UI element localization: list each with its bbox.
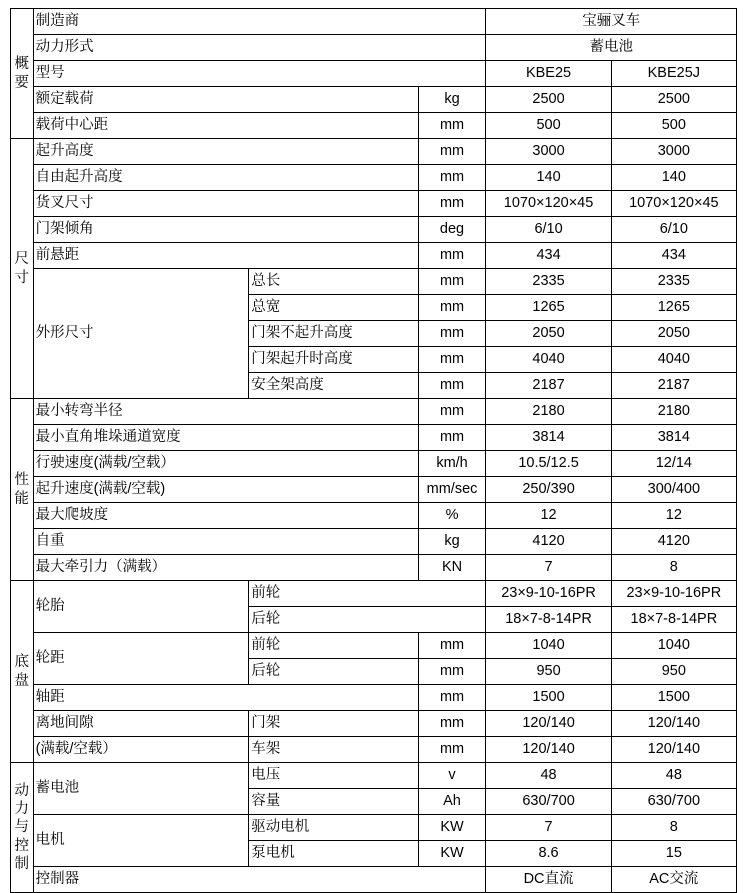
row-value-a: 7 [486, 555, 611, 581]
row-sublabel: 驱动电机 [249, 815, 418, 841]
row-value-a: 48 [486, 763, 611, 789]
row-value-b: 3000 [611, 139, 736, 165]
row-value-b: 1040 [611, 633, 736, 659]
row-value-b: 120/140 [611, 737, 736, 763]
row-label: 最小转弯半径 [33, 399, 418, 425]
table-row [11, 555, 737, 581]
row-value-a: 120/140 [486, 737, 611, 763]
table-row [11, 139, 737, 165]
row-value-b: 12 [611, 503, 736, 529]
table-row [11, 477, 737, 503]
table-row [11, 399, 737, 425]
row-value-a: 4040 [486, 347, 611, 373]
row-value-b: 2180 [611, 399, 736, 425]
row-sublabel: 泵电机 [249, 841, 418, 867]
row-unit: mm [418, 373, 486, 399]
specification-table [10, 8, 737, 893]
row-value-b: 630/700 [611, 789, 736, 815]
row-sublabel: 门架起升时高度 [249, 347, 418, 373]
row-value-a: 950 [486, 659, 611, 685]
row-sublabel: 门架不起升高度 [249, 321, 418, 347]
row-value-a: 3814 [486, 425, 611, 451]
row-sublabel: 后轮 [249, 659, 418, 685]
row-unit: mm [418, 191, 486, 217]
row-label: 前悬距 [33, 243, 418, 269]
row-value-b: 120/140 [611, 711, 736, 737]
row-unit: KN [418, 555, 486, 581]
table-row [11, 61, 737, 87]
row-value-b: 4120 [611, 529, 736, 555]
row-unit: mm [418, 243, 486, 269]
row-unit: mm [418, 711, 486, 737]
row-value-b: 23×9-10-16PR [611, 581, 736, 607]
row-label: 控制器 [33, 867, 486, 893]
table-row [11, 243, 737, 269]
row-label: (满载/空载） [33, 737, 249, 763]
row-value-b: 2500 [611, 87, 736, 113]
row-value-b: 140 [611, 165, 736, 191]
row-value-a: 250/390 [486, 477, 611, 503]
row-value-a: 1265 [486, 295, 611, 321]
group-label-chassis [11, 581, 34, 763]
table-row [11, 217, 737, 243]
row-unit: kg [418, 529, 486, 555]
row-merged-value: 宝骊叉车 [486, 9, 737, 35]
row-unit: % [418, 503, 486, 529]
row-unit: KW [418, 841, 486, 867]
row-value-a: 500 [486, 113, 611, 139]
table-row [11, 165, 737, 191]
table-row [11, 35, 737, 61]
row-value-b: 8 [611, 815, 736, 841]
row-value-a: 18×7-8-14PR [486, 607, 611, 633]
row-value-b: 500 [611, 113, 736, 139]
group-char: 动 [14, 783, 30, 800]
row-unit: mm [418, 321, 486, 347]
group-char: 概 [14, 56, 30, 73]
table-row [11, 87, 737, 113]
row-value-b: 300/400 [611, 477, 736, 503]
row-value-b: 950 [611, 659, 736, 685]
row-value-a: 7 [486, 815, 611, 841]
row-value-b: 1070×120×45 [611, 191, 736, 217]
group-label-power-control [11, 763, 34, 893]
row-value-a: 2180 [486, 399, 611, 425]
row-sublabel: 总宽 [249, 295, 418, 321]
row-unit: KW [418, 815, 486, 841]
row-label-tires: 轮胎 [33, 581, 249, 633]
row-value-a: 10.5/12.5 [486, 451, 611, 477]
row-sublabel: 容量 [249, 789, 418, 815]
group-label-performance [11, 399, 34, 581]
row-value-b: 4040 [611, 347, 736, 373]
group-char: 性 [14, 472, 30, 489]
row-value-a: 2050 [486, 321, 611, 347]
row-unit: mm [418, 425, 486, 451]
row-label: 自由起升高度 [33, 165, 418, 191]
table-row [11, 815, 737, 841]
group-char: 制 [14, 855, 30, 872]
row-unit: mm [418, 165, 486, 191]
row-value-b: 2050 [611, 321, 736, 347]
group-char: 与 [14, 819, 30, 836]
row-unit: mm/sec [418, 477, 486, 503]
table-row [11, 737, 737, 763]
group-label-overview [11, 9, 34, 139]
row-unit: mm [418, 685, 486, 711]
row-unit: mm [418, 633, 486, 659]
row-unit: mm [418, 269, 486, 295]
row-label: 额定载荷 [33, 87, 418, 113]
row-label-motor: 电机 [33, 815, 249, 867]
row-label: 离地间隙 [33, 711, 249, 737]
group-char: 寸 [14, 269, 30, 286]
row-label: 货叉尺寸 [33, 191, 418, 217]
row-sublabel: 安全架高度 [249, 373, 418, 399]
row-unit: mm [418, 737, 486, 763]
row-label-battery: 蓄电池 [33, 763, 249, 815]
row-sublabel: 后轮 [249, 607, 486, 633]
row-value-b: KBE25J [611, 61, 736, 87]
table-row [11, 867, 737, 893]
table-row [11, 9, 737, 35]
row-value-b: 18×7-8-14PR [611, 607, 736, 633]
row-value-b: 2335 [611, 269, 736, 295]
row-value-b: 1500 [611, 685, 736, 711]
row-label: 最大爬坡度 [33, 503, 418, 529]
row-sublabel: 电压 [249, 763, 418, 789]
row-value-b: 6/10 [611, 217, 736, 243]
group-char: 力 [14, 801, 30, 818]
group-char: 底 [14, 654, 30, 671]
row-unit: deg [418, 217, 486, 243]
row-unit: mm [418, 347, 486, 373]
row-label: 自重 [33, 529, 418, 555]
row-value-b: AC交流 [611, 867, 736, 893]
row-unit: mm [418, 399, 486, 425]
group-char: 盘 [14, 672, 30, 689]
row-unit: km/h [418, 451, 486, 477]
row-unit: mm [418, 295, 486, 321]
row-label: 行驶速度(满载/空载） [33, 451, 418, 477]
row-value-a: 3000 [486, 139, 611, 165]
row-sublabel: 前轮 [249, 633, 418, 659]
table-body [11, 9, 737, 893]
group-char: 控 [14, 837, 30, 854]
row-sublabel: 前轮 [249, 581, 486, 607]
table-row [11, 711, 737, 737]
table-row [11, 581, 737, 607]
row-sublabel: 门架 [249, 711, 418, 737]
row-value-a: 8.6 [486, 841, 611, 867]
row-label: 轴距 [33, 685, 418, 711]
row-label-outer-dimensions: 外形尺寸 [33, 269, 249, 399]
row-label: 起升速度(满载/空载) [33, 477, 418, 503]
row-label: 制造商 [33, 9, 486, 35]
table-row [11, 451, 737, 477]
row-value-a: 1040 [486, 633, 611, 659]
row-value-a: 630/700 [486, 789, 611, 815]
table-row [11, 685, 737, 711]
row-value-b: 1265 [611, 295, 736, 321]
row-value-a: DC直流 [486, 867, 611, 893]
row-value-a: 4120 [486, 529, 611, 555]
group-char: 要 [14, 74, 30, 91]
row-label: 门架倾角 [33, 217, 418, 243]
table-row [11, 191, 737, 217]
row-value-a: 1500 [486, 685, 611, 711]
row-unit: v [418, 763, 486, 789]
row-unit: mm [418, 659, 486, 685]
row-value-a: 2500 [486, 87, 611, 113]
row-value-a: KBE25 [486, 61, 611, 87]
row-value-a: 2335 [486, 269, 611, 295]
table-row [11, 113, 737, 139]
table-row [11, 633, 737, 659]
row-label: 起升高度 [33, 139, 418, 165]
row-merged-value: 蓄电池 [486, 35, 737, 61]
row-label: 最大牵引力（满载） [33, 555, 418, 581]
row-value-a: 140 [486, 165, 611, 191]
row-label: 最小直角堆垛通道宽度 [33, 425, 418, 451]
row-value-b: 2187 [611, 373, 736, 399]
row-unit: mm [418, 139, 486, 165]
row-value-a: 2187 [486, 373, 611, 399]
row-value-b: 12/14 [611, 451, 736, 477]
row-value-b: 15 [611, 841, 736, 867]
row-sublabel: 车架 [249, 737, 418, 763]
row-value-b: 8 [611, 555, 736, 581]
group-char: 尺 [14, 251, 30, 268]
group-label-dimensions [11, 139, 34, 399]
table-row [11, 529, 737, 555]
row-label-wheel-track: 轮距 [33, 633, 249, 685]
row-unit: mm [418, 113, 486, 139]
row-label: 载荷中心距 [33, 113, 418, 139]
row-value-b: 434 [611, 243, 736, 269]
row-value-a: 23×9-10-16PR [486, 581, 611, 607]
row-unit: kg [418, 87, 486, 113]
row-value-a: 1070×120×45 [486, 191, 611, 217]
row-value-a: 6/10 [486, 217, 611, 243]
row-value-a: 434 [486, 243, 611, 269]
row-sublabel: 总长 [249, 269, 418, 295]
table-row [11, 269, 737, 295]
row-label: 动力形式 [33, 35, 486, 61]
row-value-b: 48 [611, 763, 736, 789]
row-value-a: 12 [486, 503, 611, 529]
group-char: 能 [14, 490, 30, 507]
row-label: 型号 [33, 61, 486, 87]
row-unit: Ah [418, 789, 486, 815]
table-row [11, 763, 737, 789]
row-value-a: 120/140 [486, 711, 611, 737]
table-row [11, 503, 737, 529]
row-value-b: 3814 [611, 425, 736, 451]
table-row [11, 425, 737, 451]
